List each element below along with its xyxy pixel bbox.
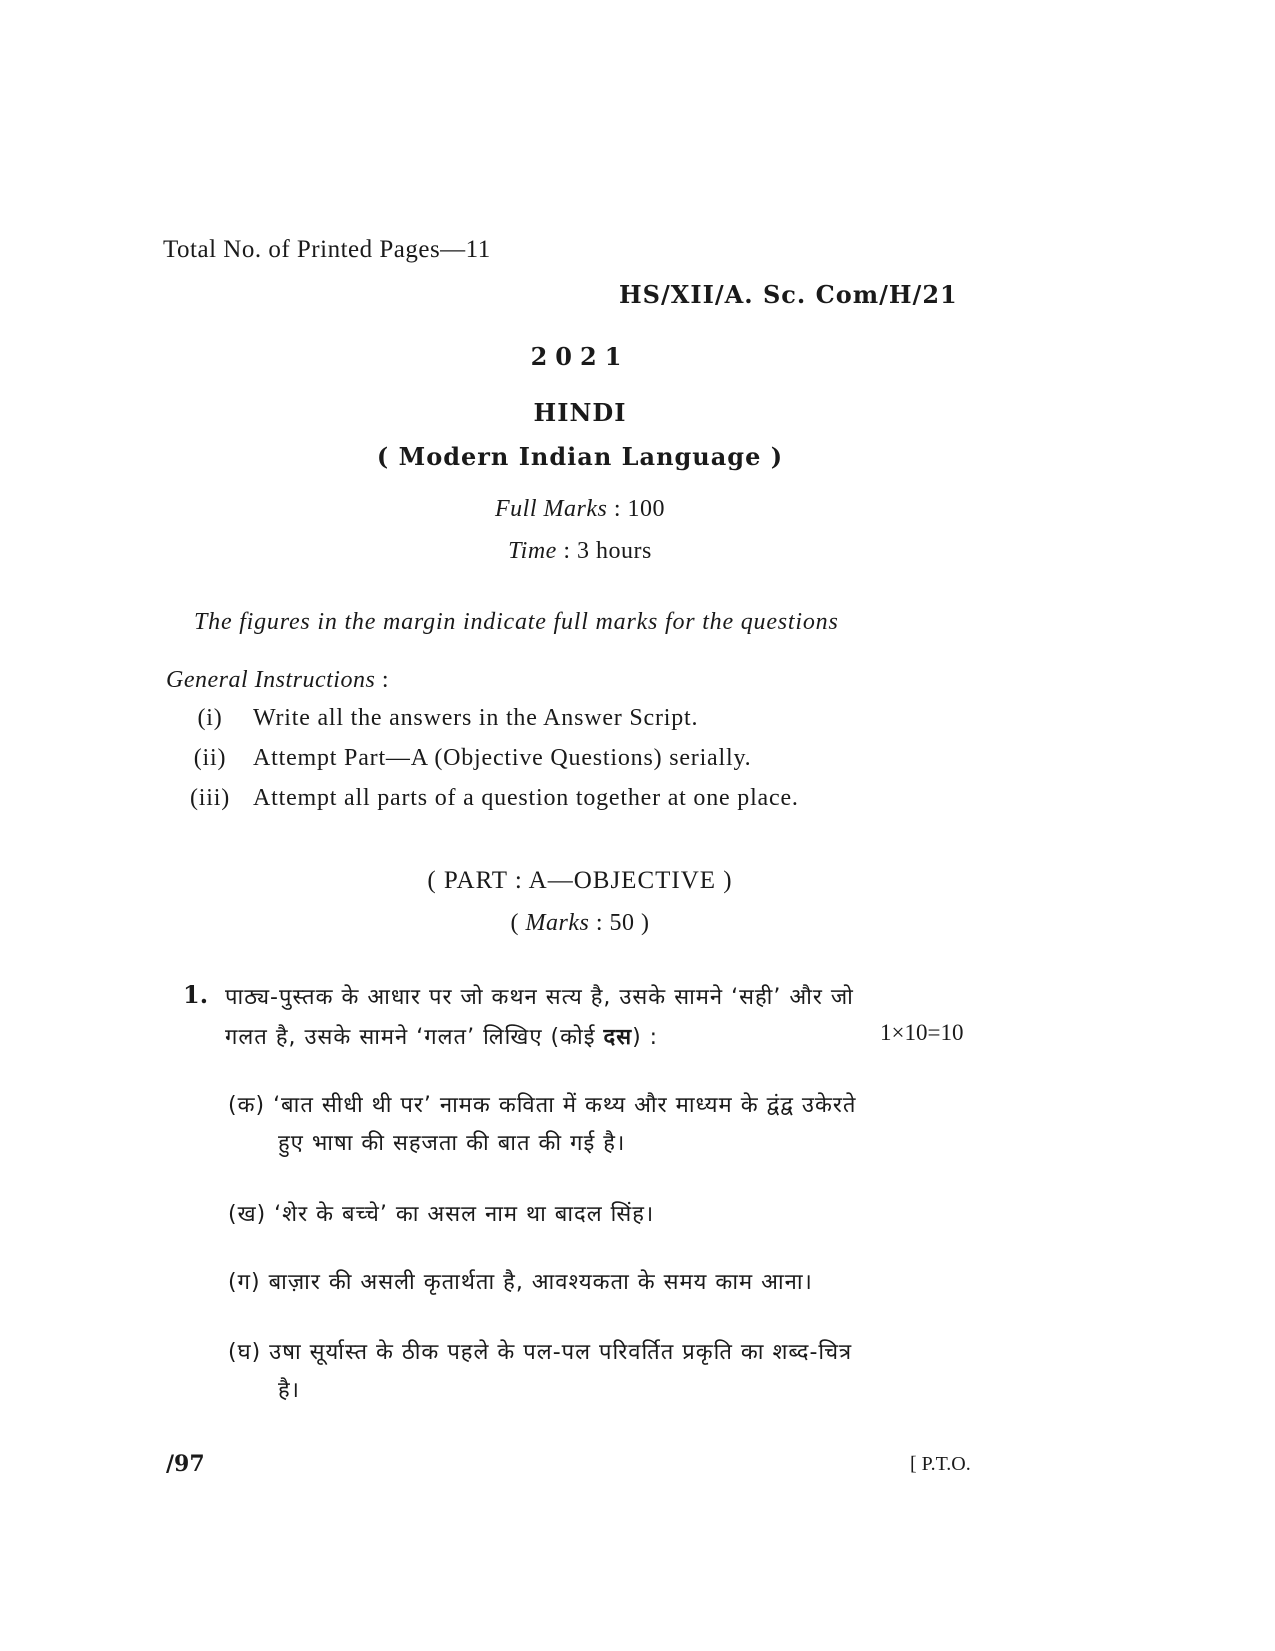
item-line2: हुए भाषा की सहजता की बात की गई है। (278, 1131, 626, 1156)
exam-time (0, 538, 1160, 565)
time-value: : 3 hours (563, 538, 652, 564)
question-text-suffix: ) : (632, 1025, 659, 1050)
footer-pto: [ P.T.O. (910, 1453, 971, 1475)
instruction-text: Attempt all parts of a question together at one place. (253, 785, 799, 811)
time-label: Time (508, 538, 557, 564)
item-line1: ‘शेर के बच्चे’ का असल नाम था बादल सिंह। (274, 1202, 655, 1227)
subject-subtitle: ( Modern Indian Language ) (376, 442, 784, 471)
general-instructions-label: General Instructions (166, 667, 376, 693)
full-marks (0, 496, 1160, 523)
question-number: 1. (183, 980, 209, 1009)
item-line2: है। (278, 1378, 301, 1403)
item-line1: ‘बात सीधी थी पर’ नामक कविता में कथ्य और माध्यम के द्वंद्व उकेरते (273, 1093, 857, 1118)
part-marks-value: : 50 ) (589, 910, 650, 936)
question-item-kha (228, 1198, 654, 1228)
question-item-ga (228, 1266, 813, 1296)
paper-code: HS/XII/A. Sc. Com/H/21 (619, 280, 958, 309)
part-marks-label: Marks (525, 910, 590, 936)
general-instructions-colon: : (375, 667, 389, 693)
item-line1: उषा सूर्यास्त के ठीक पहले के पल-पल परिवर्तित प्रकृति का शब्द-चित्र (269, 1340, 853, 1365)
question-item-ka (228, 1089, 856, 1119)
instruction-text: Write all the answers in the Answer Script. (253, 705, 699, 731)
part-marks-open: ( (510, 910, 526, 936)
question-item-gha (228, 1336, 852, 1366)
question-text-line1: पाठ्य-पुस्तक के आधार पर जो कथन सत्य है, उसके सामने ‘सही’ और जो (225, 985, 854, 1010)
instruction-text: Attempt Part—A (Objective Questions) serially. (253, 745, 752, 771)
instruction-number: (ii) (193, 745, 227, 771)
question-text-line2 (225, 1021, 658, 1051)
margin-note: The figures in the margin indicate full marks for the questions (194, 609, 839, 635)
instruction-number: (iii) (190, 785, 230, 811)
general-instructions-heading (166, 667, 389, 694)
part-title: ( PART : A—OBJECTIVE ) (427, 867, 733, 894)
part-marks (0, 910, 1160, 937)
item-label: (ग) (228, 1270, 261, 1295)
question-marks: 1×10=10 (880, 1020, 964, 1045)
question-text-bold: दस (603, 1025, 633, 1050)
item-label: (घ) (228, 1340, 262, 1365)
subject-title: HINDI (533, 398, 627, 427)
full-marks-value: : 100 (613, 496, 665, 522)
question-text-prefix: गलत है, उसके सामने ‘गलत’ लिखिए (कोई (225, 1025, 604, 1050)
instruction-number: (i) (197, 705, 223, 731)
footer-code: /97 (166, 1451, 205, 1477)
exam-year: 2021 (530, 342, 630, 371)
item-label: (क) (228, 1093, 266, 1118)
full-marks-label: Full Marks (495, 496, 608, 522)
printed-pages-note: Total No. of Printed Pages—11 (163, 236, 491, 263)
item-label: (ख) (228, 1202, 267, 1227)
item-line1: बाज़ार की असली कृतार्थता है, आवश्यकता के समय काम आना। (268, 1270, 813, 1295)
